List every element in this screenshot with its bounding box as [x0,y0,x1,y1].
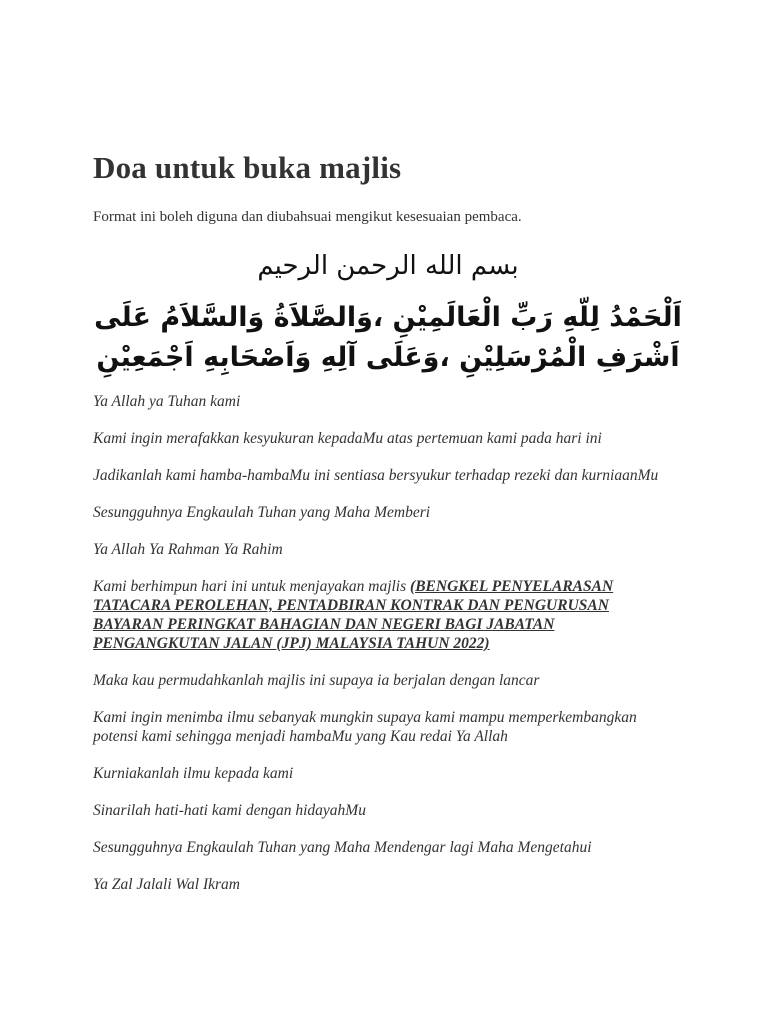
arabic-basmala: بسم الله الرحمن الرحيم [257,251,519,281]
event-name: (BENGKEL PENYELARASAN TATACARA PEROLEHAN, PENTADBIRAN KONTRAK DAN PENGURUSAN BAYARAN PERINGKAT BAHAGIAN DAN NEGERI BAGI JABATAN PENGANGKUTAN JALAN (JPJ) MALAYSIA TAHUN 2022) [93,578,614,652]
event-intro: Kami berhimpun hari ini untuk menjayakan majlis [93,578,411,595]
doa-line: Maka kau permudahkanlah majlis ini supaya ia berjalan dengan lancar [93,672,540,689]
event-paragraph [93,577,683,653]
doa-line: Kami ingin menimba ilmu sebanyak mungkin supaya kami mampu memperkembangkan potensi kami sehingga menjadi hambaMu yang Kau redai Ya Allah [93,709,637,745]
doa-line: Sesungguhnya Engkaulah Tuhan yang Maha Memberi [93,504,431,521]
doa-line: Sesungguhnya Engkaulah Tuhan yang Maha Mendengar lagi Maha Mengetahui [93,839,592,856]
doa-line: Kami ingin merafakkan kesyukuran kepadaMu atas pertemuan kami pada hari ini [93,430,602,447]
document-page [93,150,683,912]
doa-line: Ya Allah ya Tuhan kami [93,393,241,410]
doa-line: Sinarilah hati-hati kami dengan hidayahMu [93,802,366,819]
doa-line: Kurniakanlah ilmu kepada kami [93,765,294,782]
doa-line: Ya Allah Ya Rahman Ya Rahim [93,541,283,558]
subtitle: Format ini boleh diguna dan diubahsuai mengikut kesesuaian pembaca. [93,209,522,225]
doa-line: Jadikanlah kami hamba-hambaMu ini sentiasa bersyukur terhadap rezeki dan kurniaanMu [93,467,659,484]
page-title: Doa untuk buka majlis [93,150,402,185]
arabic-hamdalah: اَلْحَمْدُ لِلّهِ رَبِّ الْعَالَمِيْنِ ،وَالصَّلاَةُ وَالسَّلاَمُ عَلَى اَشْرَفِ الْمُرْسَلِيْنِ ،وَعَلَى آلِهِ وَاَصْحَابِهِ اَجْمَعِيْنِ [94,302,682,373]
doa-line: Ya Zal Jalali Wal Ikram [93,876,240,893]
